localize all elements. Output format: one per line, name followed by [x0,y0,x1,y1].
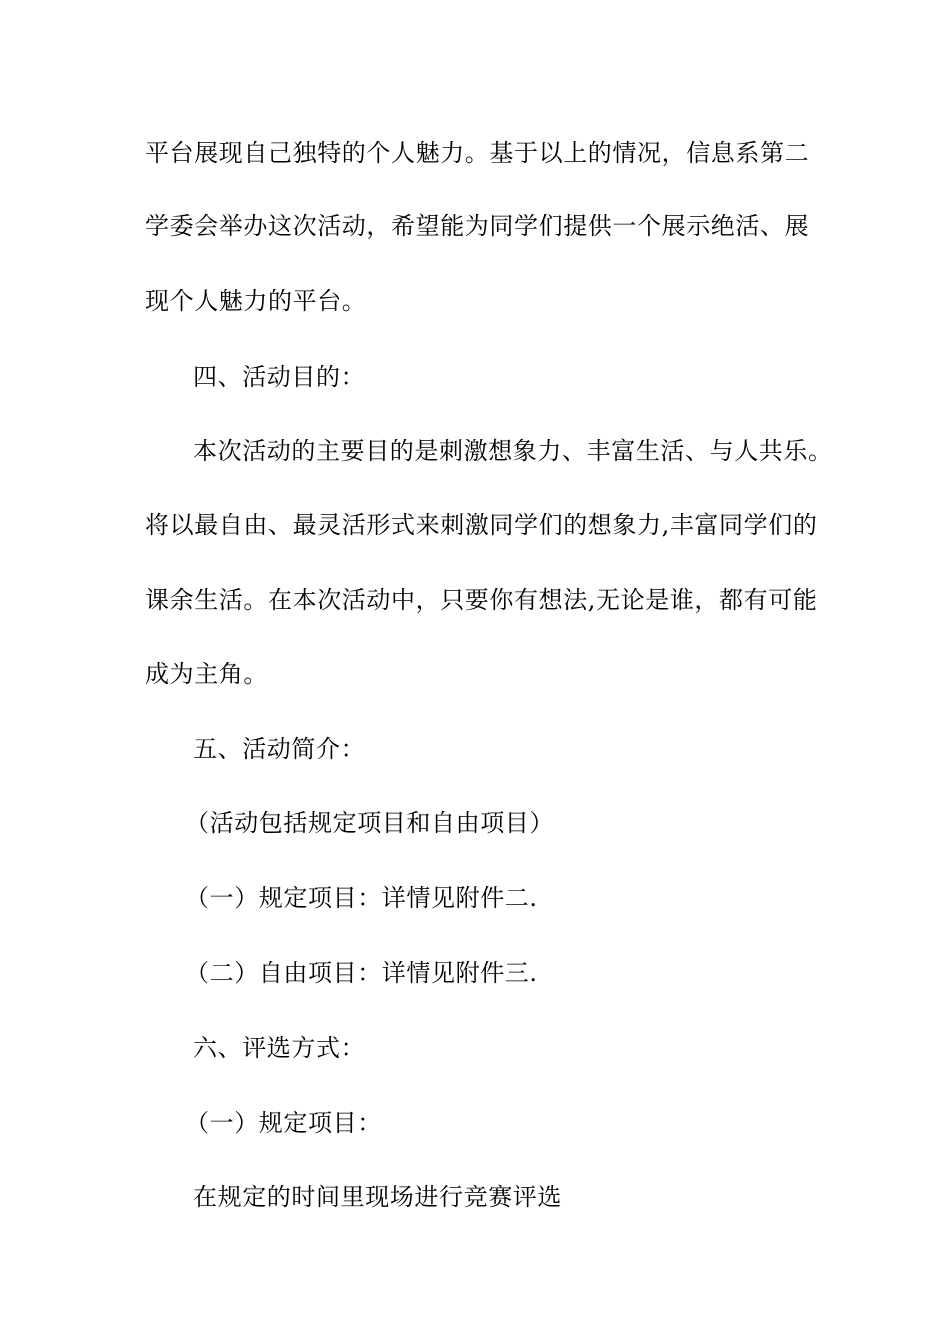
paragraph-line: 本次活动的主要目的是刺激想象力、丰富生活、与人共乐。 [193,437,833,465]
section-heading-objectives: 四、活动目的： [193,363,366,391]
paragraph-line: 平台展现自己独特的个人魅力。基于以上的情况，信息系第二 [145,139,810,167]
paragraph-line: 在规定的时间里现场进行竞赛评选 [193,1183,562,1211]
paragraph-line: 成为主角。 [145,660,268,688]
list-item-fixed-items: （一）规定项目：详情见附件二. [185,884,538,912]
paragraph-line: 课余生活。在本次活动中，只要你有想法,无论是谁，都有可能 [145,586,818,614]
section-heading-evaluation: 六、评选方式： [193,1034,366,1062]
paragraph-line: 学委会举办这次活动，希望能为同学们提供一个展示绝活、展 [145,212,810,240]
paragraph-line: 将以最自由、最灵活形式来刺激同学们的想象力,丰富同学们的 [145,511,818,539]
paragraph-line: （活动包括规定项目和自由项目） [185,809,554,837]
subheading-fixed-items: （一）规定项目： [185,1109,382,1137]
section-heading-introduction: 五、活动简介： [193,735,366,763]
list-item-free-items: （二）自由项目：详情见附件三. [185,959,538,987]
paragraph-line: 现个人魅力的平台。 [145,287,367,315]
